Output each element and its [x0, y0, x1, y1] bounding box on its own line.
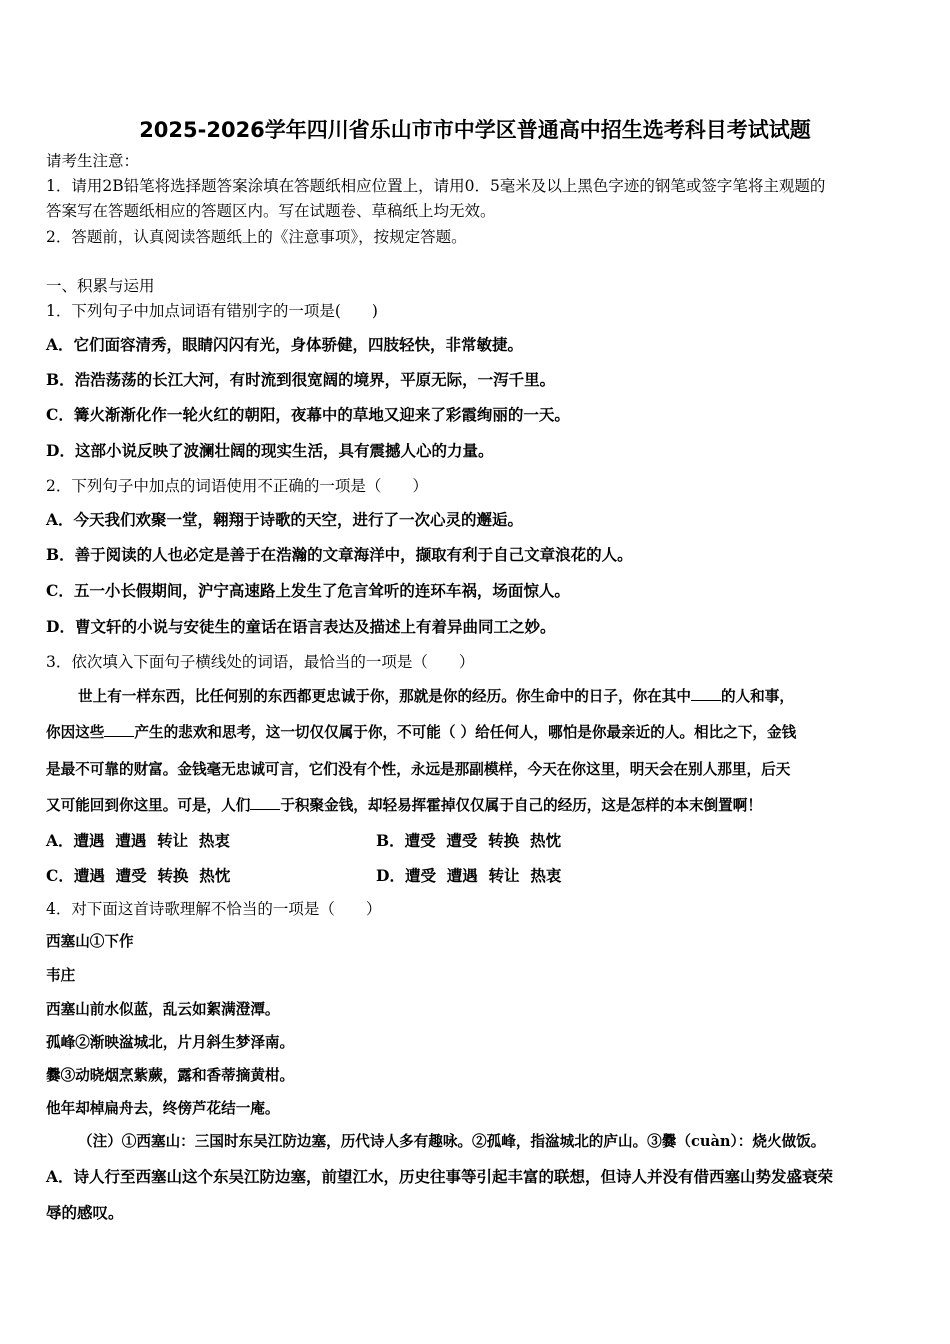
q1-option-b: B．浩浩荡荡的长江大河，有时流到很宽阔的境界，平原无际，一泻千里。: [46, 370, 556, 389]
poem-title: 西塞山①下作: [46, 933, 134, 950]
notice-line: 1．请用2B铅笔将选择题答案涂填在答题纸相应位置上，请用0．5毫米及以上黑色字迹的钢笔或签字笔将主观题的: [46, 177, 826, 195]
notice-line: 2．答题前，认真阅读答题纸上的《注意事项》，按规定答题。: [46, 228, 467, 246]
page-title: 2025-2026学年四川省乐山市市中学区普通高中招生选考科目考试试题: [139, 118, 811, 142]
q2-option-b: B．善于阅读的人也必定是善于在浩瀚的文章海洋中，撷取有利于自己文章浪花的人。: [46, 545, 633, 564]
text: 产生的悲欢和思考，这一切仅仅属于你，不可能（ ）给任何人，哪怕是你最亲近的人。相比之下，金钱: [134, 724, 797, 741]
question-1-stem: 1．下列句子中加点词语有错别字的一项是( ): [46, 302, 378, 320]
q2-option-d: D．曹文轩的小说与安徒生的童话在语言表达及描述上有着异曲同工之妙。: [46, 617, 556, 636]
q1-option-d: D．这部小说反映了波澜壮阔的现实生活，具有震撼人心的力量。: [46, 441, 494, 460]
q3-option-c: C．遭遇 遭受 转换 热忱: [46, 866, 231, 885]
q3-passage-line: [46, 723, 796, 743]
q2-option-a: A．今天我们欢聚一堂，翱翔于诗歌的天空，进行了一次心灵的邂逅。: [46, 510, 524, 529]
q1-option-c: C．篝火渐渐化作一轮火红的朝阳，夜幕中的草地又迎来了彩霞绚丽的一天。: [46, 405, 570, 424]
poem-line: 爨③动晓烟烹紫蕨，露和香蒂摘黄柑。: [46, 1067, 295, 1084]
q4-option-a-cont: 辱的感叹。: [46, 1203, 124, 1222]
question-2-stem: 2．下列句子中加点的词语使用不正确的一项是（ ）: [46, 477, 428, 495]
poem-note: （注）①西塞山：三国时东吴江防边塞，历代诗人多有趣咏。②孤峰，指湓城北的庐山。③爨（cuàn）：烧火做饭。: [78, 1133, 826, 1150]
text: 世上有一样东西，比任何别的东西都更忠诚于你，那就是你的经历。你生命中的日子，你在其中: [78, 688, 691, 705]
section-heading: 一、积累与运用: [46, 277, 155, 295]
blank: [250, 809, 280, 810]
notice-line: 答案写在答题纸相应的答题区内。写在试题卷、草稿纸上均无效。: [46, 202, 496, 220]
blank: [691, 700, 721, 701]
q2-option-c: C．五一小长假期间，沪宁高速路上发生了危言耸听的连环车祸，场面惊人。: [46, 581, 570, 600]
q4-option-a: A．诗人行至西塞山这个东吴江防边塞，前望江水，历史往事等引起丰富的联想，但诗人并没有借西塞山势发盛衰荣: [46, 1167, 834, 1186]
poem-author: 韦庄: [46, 967, 76, 984]
q3-passage-line: 是最不可靠的财富。金钱毫无忠诚可言，它们没有个性，永远是那副模样，今天在你这里，明天会在别人那里，后天: [46, 761, 791, 778]
q3-passage-line: [46, 796, 762, 816]
poem-line: 他年却棹扁舟去，终傍芦花结一庵。: [46, 1100, 280, 1117]
question-3-stem: 3．依次填入下面句子横线处的词语，最恰当的一项是（ ）: [46, 653, 475, 671]
poem-line: 孤峰②渐映湓城北，片月斜生梦泽南。: [46, 1034, 295, 1051]
notice-heading: 请考生注意：: [46, 152, 140, 170]
q3-option-b: B．遭受 遭受 转换 热忱: [376, 831, 561, 850]
q1-option-a: A．它们面容清秀，眼睛闪闪有光，身体骄健，四肢轻快，非常敏捷。: [46, 335, 524, 354]
text: 你因这些: [46, 724, 105, 741]
q3-option-a: A．遭遇 遭遇 转让 热衷: [46, 831, 230, 850]
text: 的人和事，: [720, 688, 794, 705]
text: 于积聚金钱，却轻易挥霍掉仅仅属于自己的经历，这是怎样的本末倒置啊！: [280, 797, 762, 814]
q3-option-d: D．遭受 遭遇 转让 热衷: [376, 866, 562, 885]
blank: [104, 736, 134, 737]
question-4-stem: 4．对下面这首诗歌理解不恰当的一项是（ ）: [46, 900, 382, 918]
text: 又可能回到你这里。可是，人们: [46, 797, 251, 814]
q3-passage-line: [78, 687, 794, 707]
poem-line: 西塞山前水似蓝，乱云如絮满澄潭。: [46, 1001, 280, 1018]
